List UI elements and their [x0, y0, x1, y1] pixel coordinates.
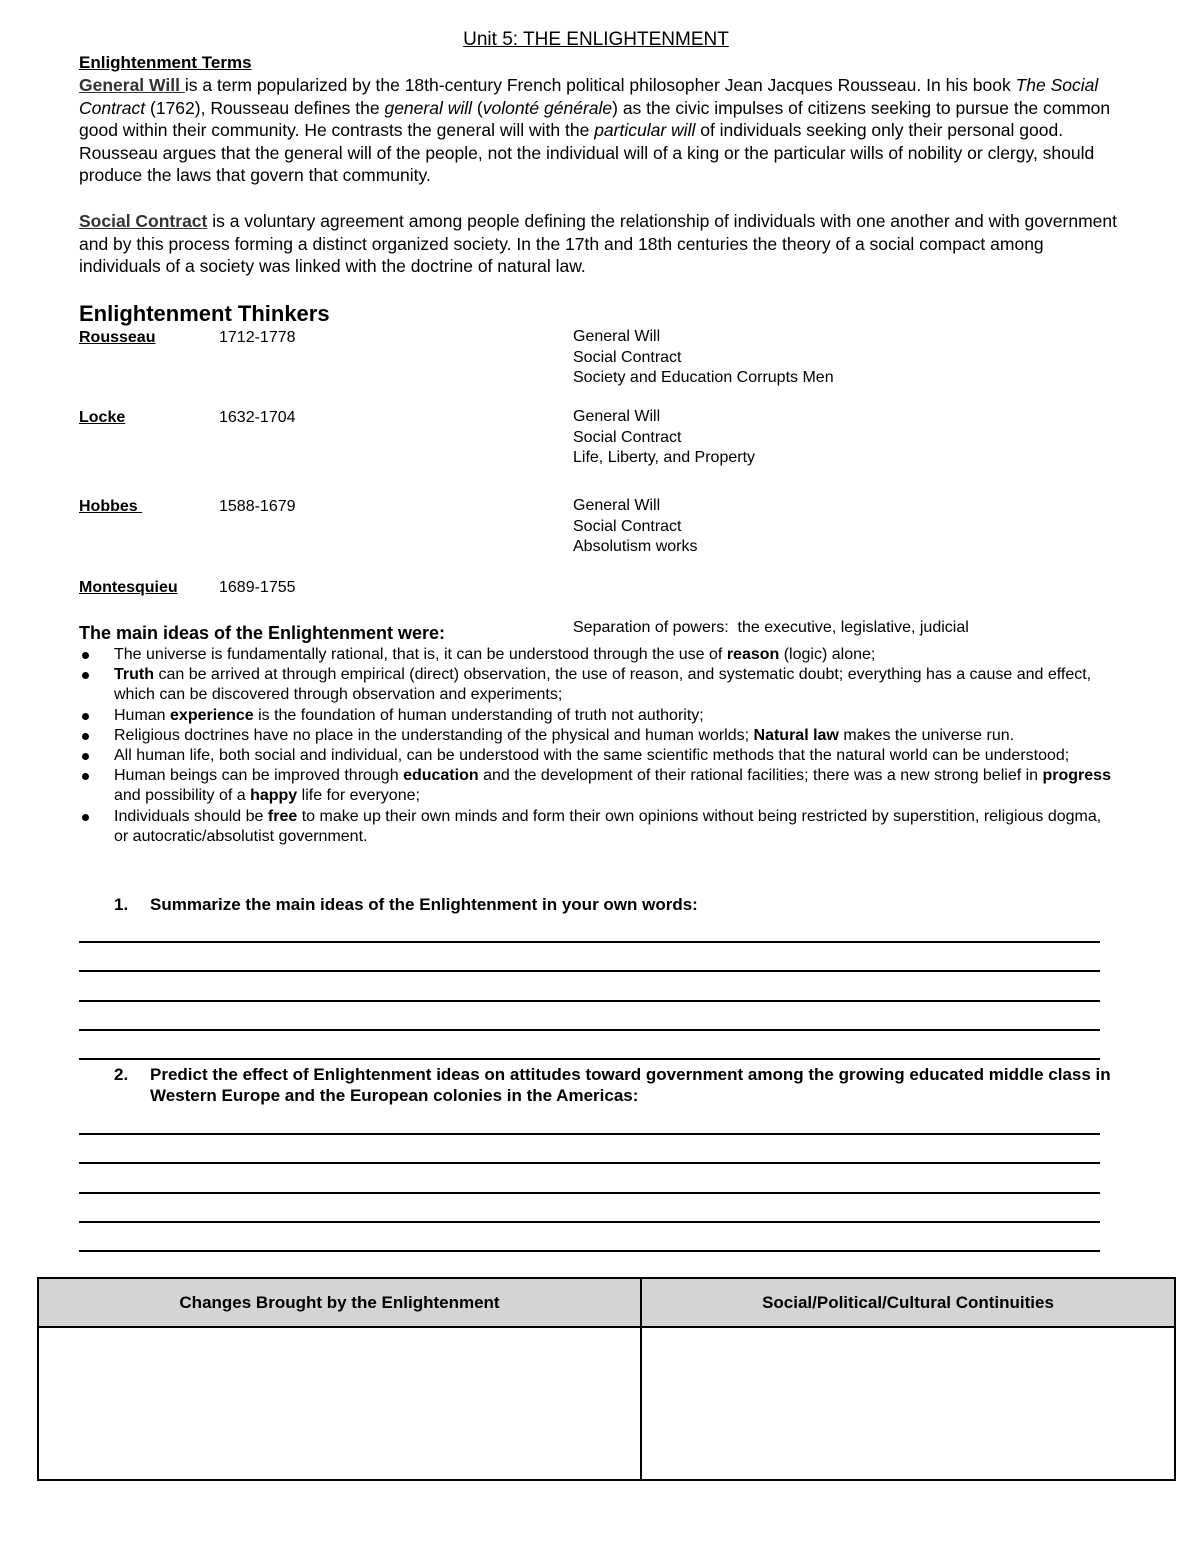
thinker-ideas — [573, 327, 834, 389]
thinker-dates: 1712-1778 — [219, 329, 296, 346]
thinker-name: Rousseau — [79, 329, 156, 346]
thinker-idea: Life, Liberty, and Property — [573, 449, 756, 467]
thinker-idea: General Will — [573, 328, 661, 345]
chart-header-row — [38, 1278, 1175, 1327]
answer-line[interactable] — [79, 1221, 1100, 1223]
idea-keyword: free — [267, 807, 298, 825]
bullet-icon — [82, 753, 89, 760]
bullet-icon — [82, 652, 89, 659]
idea-keyword: Truth — [114, 666, 154, 684]
idea-keyword: education — [403, 767, 479, 785]
social-contract-paragraph — [79, 210, 1119, 278]
idea-text: is the foundation of human understanding of truth not authority; — [253, 706, 704, 724]
thinker-idea: Society and Education Corrupts Men — [573, 369, 834, 387]
thinker-name: Montesquieu — [79, 579, 178, 596]
question-1 — [114, 894, 1114, 915]
list-item — [79, 807, 1119, 847]
general-will-italic-3: volonté générale — [482, 97, 613, 118]
changes-continuities-chart — [37, 1277, 1176, 1481]
question-text: Predict the effect of Enlightenment ideas on attitudes toward government among the growing educated middle class in Western Europe and the European colonies in the Americas: — [150, 1065, 1111, 1105]
list-item — [79, 665, 1119, 705]
thinker-ideas — [573, 407, 755, 469]
answer-line[interactable] — [79, 1133, 1100, 1135]
thinker-name: Locke — [79, 409, 126, 426]
idea-keyword: reason — [726, 646, 780, 663]
general-will-text-5: of individuals seeking only their personal good. Rousseau argues that the general will of the people, not the individual will of a king or the particular wills of nobility or clergy, should produce the laws that govern that community. — [79, 120, 1095, 185]
idea-text: Individuals should be — [114, 807, 268, 825]
idea-text: to make up their own minds and form their own opinions without being restricted by superstition, religious dogma, or autocratic/absolutist government. — [114, 807, 1102, 845]
general-will-paragraph — [79, 74, 1119, 187]
idea-text: life for everyone; — [297, 787, 420, 805]
bullet-icon — [82, 773, 89, 780]
bullet-icon — [82, 672, 89, 679]
bullet-icon — [82, 814, 89, 821]
general-will-text-1: is a term popularized by the 18th-century French political philosopher Jean Jacques Rousseau. In his book — [184, 75, 1016, 95]
page-title: Unit 5: THE ENLIGHTENMENT — [463, 29, 729, 50]
general-will-italic-4: particular will — [594, 120, 696, 140]
question-number: 2. — [114, 1065, 129, 1084]
answer-line[interactable] — [79, 1000, 1100, 1002]
main-ideas-heading: The main ideas of the Enlightenment were: — [79, 623, 446, 643]
bullet-icon — [82, 733, 89, 740]
thinkers-heading: Enlightenment Thinkers — [79, 301, 330, 326]
list-item — [79, 746, 1119, 766]
thinker-dates: 1632-1704 — [219, 409, 296, 426]
terms-heading: Enlightenment Terms — [79, 53, 252, 72]
list-item — [79, 645, 1119, 665]
main-ideas-list — [79, 645, 1119, 847]
idea-text: makes the universe run. — [838, 726, 1015, 744]
social-contract-term: Social Contract — [79, 211, 208, 231]
idea-keyword: Natural law — [753, 726, 839, 744]
idea-text: and possibility of a — [114, 787, 251, 805]
answer-line[interactable] — [79, 1058, 1100, 1060]
idea-text: Human beings can be improved through — [114, 767, 404, 785]
idea-keyword: progress — [1042, 767, 1111, 785]
question-number: 1. — [114, 895, 129, 914]
list-item — [79, 766, 1119, 806]
question-text: Summarize the main ideas of the Enlightenment in your own words: — [150, 895, 698, 914]
idea-text: All human life, both social and individual, can be understood with the same scientific methods that the natural world can be understood; — [114, 747, 1070, 765]
continuities-column-header: Social/Political/Cultural Continuities — [641, 1278, 1175, 1327]
answer-line[interactable] — [79, 941, 1100, 943]
thinker-ideas — [573, 496, 697, 558]
idea-keyword: experience — [170, 706, 254, 724]
bullet-icon — [82, 713, 89, 720]
question-2 — [114, 1064, 1114, 1106]
thinker-dates: 1689-1755 — [219, 579, 296, 596]
idea-text: and the development of their rational facilities; there was a new strong belief in — [478, 767, 1043, 785]
answer-line[interactable] — [79, 1192, 1100, 1194]
general-will-term: General Will — [79, 75, 185, 95]
answer-line[interactable] — [79, 1029, 1100, 1031]
general-will-italic-2: general will — [384, 97, 473, 118]
answer-line[interactable] — [79, 1162, 1100, 1164]
changes-answer-cell[interactable] — [38, 1327, 641, 1480]
idea-text: Human — [114, 706, 171, 724]
thinker-idea: General Will — [573, 408, 661, 425]
general-will-italic-1: The Social Contract — [79, 75, 1099, 118]
idea-text: Religious doctrines have no place in the understanding of the physical and human worlds; — [114, 726, 754, 744]
thinker-dates: 1588-1679 — [219, 498, 296, 515]
idea-text: The universe is fundamentally rational, that is, it can be understood through the use of — [114, 646, 727, 663]
list-item — [79, 726, 1119, 746]
thinker-idea: General Will — [573, 497, 661, 514]
thinker-name: Hobbes — [79, 498, 143, 515]
thinker-idea: Separation of powers: the executive, legislative, judicial — [573, 619, 969, 637]
general-will-text-3: ( — [472, 97, 483, 118]
idea-text: (logic) alone; — [779, 646, 876, 663]
list-item — [79, 706, 1119, 726]
general-will-text-4: ) as the civic impulses of citizens seeking to pursue the common good within their community. He contrasts the general will with the — [79, 97, 1111, 140]
idea-text: can be arrived at through empirical (direct) observation, the use of reason, and systematic doubt; everything has a cause and effect, which can be discovered through observation and experiments; — [114, 666, 1092, 704]
continuities-answer-cell[interactable] — [641, 1327, 1175, 1480]
thinker-idea: Social Contract — [573, 348, 682, 366]
social-contract-text: is a voluntary agreement among people defining the relationship of individuals with one another and with government and by this process forming a distinct organized society. In the 17th and 18th centuries the theory of a social compact among individuals of a society was linked with the doctrine of natural law. — [79, 211, 1117, 276]
chart-body-row — [38, 1327, 1175, 1480]
thinker-idea: Social Contract — [573, 428, 682, 446]
thinker-idea: Social Contract — [573, 517, 682, 535]
general-will-text-2: (1762), Rousseau defines the — [145, 97, 385, 118]
idea-keyword: happy — [250, 787, 298, 805]
answer-line[interactable] — [79, 970, 1100, 972]
changes-column-header: Changes Brought by the Enlightenment — [38, 1278, 641, 1327]
thinker-idea: Absolutism works — [573, 538, 698, 556]
answer-line[interactable] — [79, 1250, 1100, 1252]
